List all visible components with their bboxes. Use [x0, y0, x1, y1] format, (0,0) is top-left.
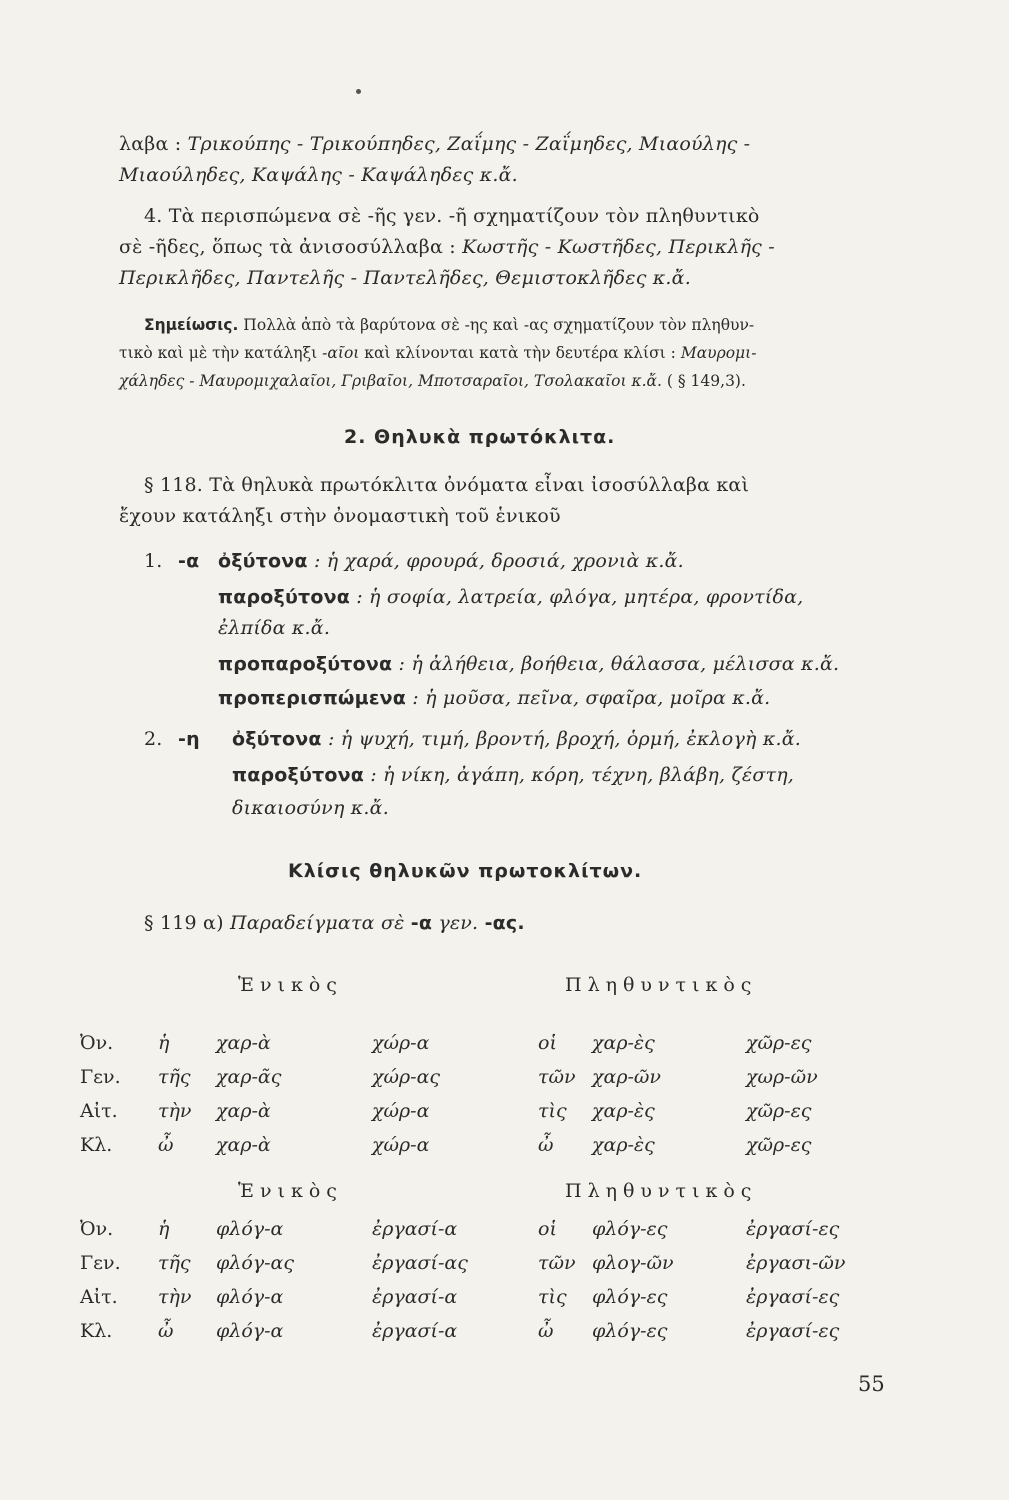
- paroxytona-label-2: παροξύτονα: [232, 764, 364, 786]
- table-cell-w1: χαρ-ὰ: [216, 1134, 271, 1156]
- table-cell-w1: χαρ-ᾶς: [216, 1066, 282, 1088]
- table-cell-part: τὶς: [538, 1100, 567, 1122]
- note-line-3-a: χάληδες - Μαυρομιχαλαῖοι, Γριβαῖοι, Μποτσαραῖοι, Τσολακαῖοι κ.ἄ.: [119, 372, 662, 390]
- p4-line-3: Περικλῆδες, Παντελῆς - Παντελῆδες, Θεμιστοκλῆδες κ.ἄ.: [119, 267, 691, 289]
- table-cell-w1: χαρ-ὰ: [216, 1032, 271, 1054]
- note-line-2-c: καὶ κλίνονται κατὰ τὴν δευτέρα κλίσι :: [364, 344, 676, 362]
- table-cell-art: ἡ: [158, 1032, 170, 1054]
- note-line-2-a: τικὸ καὶ μὲ τὴν κατάληξι: [119, 344, 318, 362]
- note-line-1: [144, 316, 754, 334]
- klisis-title: Κλίσις θηλυκῶν πρωτοκλίτων.: [288, 860, 643, 882]
- table-cell-w1: φλόγ-ας: [216, 1252, 295, 1274]
- note-line-2-b: -αῖοι: [322, 344, 360, 362]
- table-cell-art: ὦ: [158, 1320, 174, 1342]
- table-cell-case: Αἰτ.: [80, 1286, 118, 1308]
- table-cell-p1: χαρ-ὲς: [592, 1134, 655, 1156]
- p4-line-2-start: σὲ -ῆδες, ὅπως τὰ ἀνισοσύλλαβα :: [119, 236, 456, 258]
- table-cell-p1: χαρ-ῶν: [592, 1066, 661, 1088]
- table-cell-w1: χαρ-ὰ: [216, 1100, 271, 1122]
- p118-line-2: ἔχουν κατάληξι στὴν ὀνομαστικὴ τοῦ ἑνικοῦ: [119, 505, 561, 527]
- table-cell-art: τὴν: [158, 1286, 192, 1308]
- table-cell-part: τῶν: [538, 1066, 576, 1088]
- table-cell-part: ὦ: [538, 1320, 554, 1342]
- table-cell-p2: ἐργασί-ες: [746, 1218, 840, 1240]
- table-cell-p2: χωρ-ῶν: [746, 1066, 818, 1088]
- note-line-2-d: Μαυρομι-: [680, 344, 757, 362]
- p119-ending-b: -ας.: [484, 912, 525, 934]
- table-cell-p1: χαρ-ὲς: [592, 1100, 655, 1122]
- page-number: 55: [858, 1372, 885, 1396]
- table-cell-w2: ἐργασί-α: [372, 1320, 458, 1342]
- table-cell-case: Ὀν.: [80, 1218, 114, 1240]
- table1-header-plural: Πληθυντικὸς: [565, 974, 758, 996]
- p119-ending-a: -α: [410, 912, 433, 934]
- properispomena-label: προπερισπώμενα: [218, 687, 406, 709]
- table-cell-p2: ἐργασί-ες: [746, 1286, 840, 1308]
- table-cell-w2: χώρ-α: [372, 1134, 430, 1156]
- paroxytona-examples: : ἡ σοφία, λατρεία, φλόγα, μητέρα, φροντίδα,: [356, 586, 804, 608]
- paroxytona-label: παροξύτονα: [218, 586, 350, 608]
- table-cell-w1: φλόγ-α: [216, 1286, 284, 1308]
- table-cell-case: Κλ.: [80, 1134, 113, 1156]
- table-cell-art: τῆς: [158, 1252, 191, 1274]
- table-cell-w2: χώρ-α: [372, 1032, 430, 1054]
- table-cell-p1: φλόγ-ες: [592, 1286, 668, 1308]
- oxytona-examples: : ἡ χαρά, φρουρά, δροσιά, χρονιὰ κ.ἄ.: [313, 550, 684, 572]
- ink-dot: [356, 89, 361, 94]
- note-line-2: [119, 344, 756, 362]
- section-2-title: 2. Θηλυκὰ πρωτόκλιτα.: [344, 426, 616, 448]
- list-2-paroxytona-cont: δικαιοσύνη κ.ἄ.: [232, 797, 389, 819]
- table-cell-p2: χῶρ-ες: [746, 1100, 812, 1122]
- intro-line-1: [119, 133, 750, 155]
- p118-line-1: § 118. Τὰ θηλυκὰ πρωτόκλιτα ὀνόματα εἶναι ἰσοσύλλαβα καὶ: [144, 474, 750, 496]
- p119-line: [144, 912, 525, 934]
- list-2-ending: -η: [178, 728, 200, 750]
- table-cell-p1: χαρ-ὲς: [592, 1032, 655, 1054]
- properispomena-examples: : ἡ μοῦσα, πεῖνα, σφαῖρα, μοῖρα κ.ἄ.: [412, 687, 771, 709]
- intro-line-1-start: λαβα :: [119, 133, 182, 155]
- table-cell-part: τὶς: [538, 1286, 567, 1308]
- table-cell-art: ὦ: [158, 1134, 174, 1156]
- table-cell-w1: φλόγ-α: [216, 1218, 284, 1240]
- oxytona-label: ὀξύτονα: [218, 550, 308, 572]
- table-cell-case: Ὀν.: [80, 1032, 114, 1054]
- list-1-properispomena: [218, 687, 770, 709]
- table-cell-w2: ἐργασί-α: [372, 1218, 458, 1240]
- table-cell-p1: φλόγ-ες: [592, 1320, 668, 1342]
- table2-header-singular: Ἑνικὸς: [238, 1180, 343, 1202]
- list-1-paroxytona: [218, 586, 803, 608]
- list-1-number: 1.: [144, 550, 163, 572]
- note-line-3-b: ( § 149,3).: [666, 372, 746, 390]
- table-cell-part: ὦ: [538, 1134, 554, 1156]
- table-cell-w1: φλόγ-α: [216, 1320, 284, 1342]
- list-1-proparoxytona: [218, 653, 839, 675]
- table-cell-w2: χώρ-ας: [372, 1066, 441, 1088]
- table-cell-p2: ἐργασί-ες: [746, 1320, 840, 1342]
- p4-line-1: 4. Τὰ περισπώμενα σὲ -ῆς γεν. -ῆ σχηματίζουν τὸν πληθυντικὸ: [144, 205, 760, 227]
- list-2-number: 2.: [144, 728, 163, 750]
- table-cell-part: οἱ: [538, 1032, 557, 1054]
- list-1-paroxytona-cont: ἐλπίδα κ.ἄ.: [218, 617, 331, 639]
- p119-section: § 119 α): [144, 912, 224, 934]
- paroxytona-examples-2: : ἡ νίκη, ἀγάπη, κόρη, τέχνη, βλάβη, ζέστη,: [370, 764, 795, 786]
- list-1-ending: -α: [178, 550, 200, 572]
- table-cell-p1: φλόγ-ες: [592, 1218, 668, 1240]
- table-cell-art: ἡ: [158, 1218, 170, 1240]
- table-cell-art: τῆς: [158, 1066, 191, 1088]
- table1-header-singular: Ἑνικὸς: [238, 974, 343, 996]
- intro-line-1-names: Τρικούπης - Τρικούπηδες, Ζαΐμης - Ζαΐμηδες, Μιαούλης -: [187, 133, 751, 155]
- table-cell-w2: ἐργασί-α: [372, 1286, 458, 1308]
- table-cell-case: Γεν.: [80, 1252, 121, 1274]
- list-2-paroxytona: [232, 764, 794, 786]
- table-cell-part: οἱ: [538, 1218, 557, 1240]
- table-cell-p2: χῶρ-ες: [746, 1032, 812, 1054]
- proparoxytona-label: προπαροξύτονα: [218, 653, 393, 675]
- oxytona-examples-2: : ἡ ψυχή, τιμή, βροντή, βροχή, ὁρμή, ἐκλογὴ κ.ἄ.: [327, 728, 801, 750]
- list-1-oxytona: [218, 550, 684, 572]
- p4-line-2-names: Κωστῆς - Κωστῆδες, Περικλῆς -: [462, 236, 775, 258]
- table-cell-p1: φλογ-ῶν: [592, 1252, 674, 1274]
- oxytona-label-2: ὀξύτονα: [232, 728, 322, 750]
- table2-header-plural: Πληθυντικὸς: [565, 1180, 758, 1202]
- table-cell-art: τὴν: [158, 1100, 192, 1122]
- table-cell-p2: ἐργασι-ῶν: [746, 1252, 846, 1274]
- table-cell-case: Αἰτ.: [80, 1100, 118, 1122]
- table-cell-case: Γεν.: [80, 1066, 121, 1088]
- table-cell-w2: ἐργασί-ας: [372, 1252, 468, 1274]
- p4-line-2: [119, 236, 775, 258]
- table-cell-p2: χῶρ-ες: [746, 1134, 812, 1156]
- note-line-1-text: Πολλὰ ἀπὸ τὰ βαρύτονα σὲ -ης καὶ -ας σχηματίζουν τὸν πληθυν-: [243, 316, 755, 334]
- note-label: Σημείωσις.: [144, 316, 239, 334]
- p119-text-a: Παραδείγματα σὲ: [229, 912, 405, 934]
- proparoxytona-examples: : ἡ ἀλήθεια, βοήθεια, θάλασσα, μέλισσα κ.ἄ.: [398, 653, 840, 675]
- table-cell-case: Κλ.: [80, 1320, 113, 1342]
- table-cell-w2: χώρ-α: [372, 1100, 430, 1122]
- intro-line-2: Μιαούληδες, Καψάλης - Καψάληδες κ.ἄ.: [119, 164, 518, 186]
- p119-text-b: γεν.: [438, 912, 479, 934]
- list-2-oxytona: [232, 728, 801, 750]
- note-line-3: [119, 372, 746, 390]
- table-cell-part: τῶν: [538, 1252, 576, 1274]
